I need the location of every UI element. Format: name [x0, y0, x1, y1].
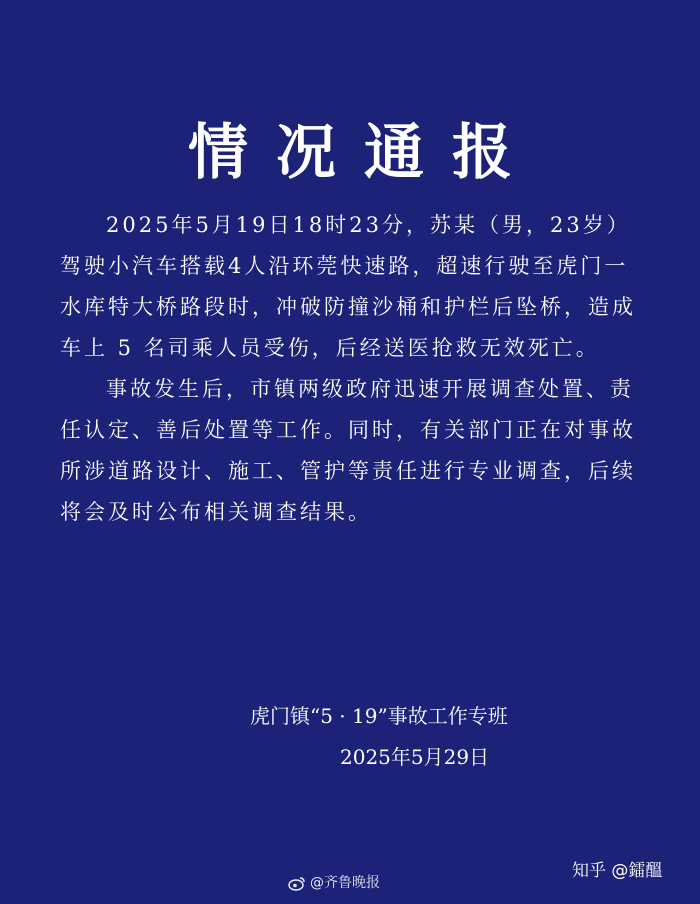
notice-paragraph-2: 事故发生后，市镇两级政府迅速开展调查处置、责任认定、善后处置等工作。同时，有关部门正在对事故所涉道路设计、施工、管护等责任进行专业调查，后续将会及时公布相关调查结果。 [60, 377, 636, 524]
signature-organization: 虎门镇“5 · 19”事故工作专班 [250, 704, 508, 728]
weibo-handle: @齐鲁晚报 [310, 875, 380, 891]
weibo-watermark [288, 873, 380, 893]
notice-title: 情况通报 [188, 118, 540, 188]
notice-paragraph-1: 2025年5月19日18时23分，苏某（男，23岁）驾驶小汽车搭载4人沿环莞快速路，超速行驶至虎门一水库特大桥路段时，冲破防撞沙桶和护栏后坠桥，造成车上 5 名司乘人员受伤，后经送医抢救无效死亡。 [60, 213, 636, 360]
notice-body [60, 205, 646, 533]
zhihu-watermark: 知乎 @鐳醞 [572, 861, 663, 881]
signature-date: 2025年5月29日 [340, 745, 490, 769]
weibo-logo-icon [288, 876, 306, 891]
